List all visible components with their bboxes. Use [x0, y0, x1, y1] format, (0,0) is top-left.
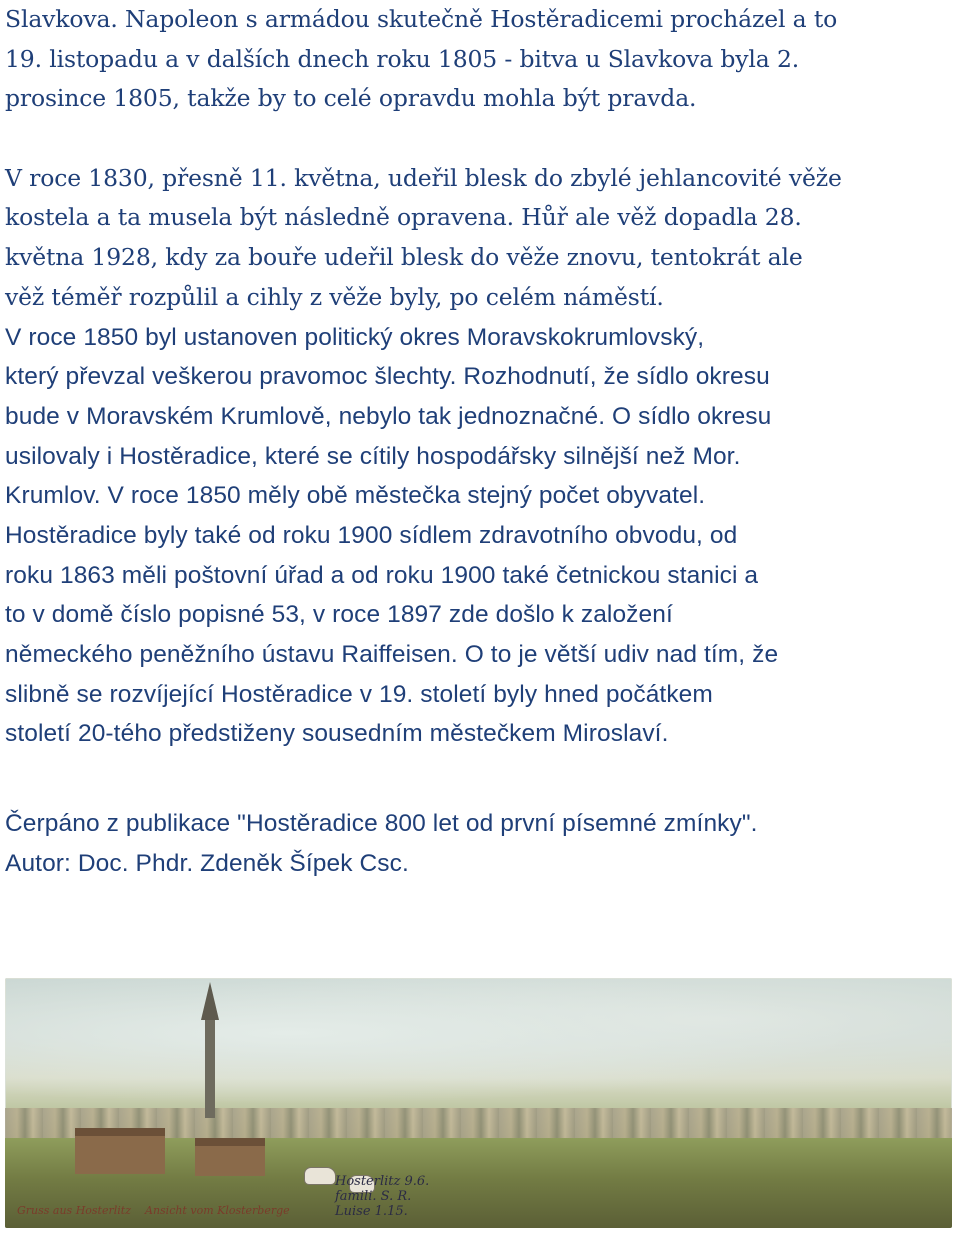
- text-line: V roce 1850 byl ustanoven politický okres Moravskokrumlovský,: [5, 323, 705, 351]
- text-line: V roce 1830, přesně 11. května, udeřil blesk do zbylé jehlancovité věže: [5, 163, 842, 192]
- document-body: [5, 0, 955, 883]
- paragraph-napoleon: [5, 0, 955, 119]
- text-line: století 20-tého předstiženy sousedním městečkem Miroslaví.: [5, 720, 669, 748]
- blank-gap: [5, 754, 955, 804]
- text-line: Krumlov. V roce 1850 měly obě městečka stejný počet obyvatel.: [5, 482, 706, 510]
- postcard-cow: [305, 1168, 335, 1184]
- author-line: Autor: Doc. Phdr. Zdeněk Šípek Csc.: [5, 849, 409, 877]
- text-line: to v domě číslo popisné 53, v roce 1897 zde došlo k založení: [5, 601, 673, 629]
- text-line: prosince 1805, takže by to celé opravdu mohla být pravda.: [5, 84, 697, 113]
- postcard-sky: [5, 978, 952, 1116]
- text-line: Hostěradice byly také od roku 1900 sídlem zdravotního obvodu, od: [5, 521, 738, 549]
- text-line: roku 1863 měli poštovní úřad a od roku 1900 také četnickou stanici a: [5, 561, 759, 589]
- text-line: 19. listopadu a v dalších dnech roku 1805 - bitva u Slavkova byla 2.: [5, 44, 800, 73]
- postcard-caption-left: Gruss aus Hosterlitz: [17, 1204, 132, 1217]
- historic-postcard-image: [5, 978, 952, 1228]
- text-line: německého peněžního ústavu Raiffeisen. O to je větší udiv nad tím, že: [5, 641, 779, 668]
- postcard-house: [195, 1138, 265, 1176]
- text-line: bude v Moravském Krumlově, nebylo tak jednoznačné. O sídlo okresu: [5, 402, 772, 430]
- blank-line: [5, 119, 955, 159]
- text-line: slibně se rozvíjející Hostěradice v 19. století byly hned počátkem: [5, 680, 713, 708]
- postcard-caption-middle: Ansicht vom Klosterberge: [145, 1204, 290, 1217]
- text-line: května 1928, kdy za bouře udeřil blesk do věže znovu, tentokrát ale: [5, 243, 803, 272]
- text-line: Slavkova. Napoleon s armádou skutečně Hostěradicemi procházel a to: [5, 5, 838, 33]
- paragraph-district: [5, 318, 955, 755]
- text-line: věž téměř rozpůlil a cihly z věže byly, po celém náměstí.: [5, 282, 664, 311]
- postcard-church-tower: [205, 1018, 215, 1118]
- paragraph-lightning: [5, 159, 955, 318]
- postcard-house: [75, 1128, 165, 1174]
- postcard-handwriting: Hosterlitz 9.6. famili. S. R. Luise 1.15.: [335, 1174, 430, 1219]
- text-line: kostela a ta musela být následně opravena. Hůř ale věž dopadla 28.: [5, 203, 802, 232]
- source-line: Čerpáno z publikace "Hostěradice 800 let od první písemné zmínky".: [5, 810, 758, 838]
- text-line: usilovaly i Hostěradice, které se cítily hospodářsky silnější než Mor.: [5, 442, 741, 470]
- source-citation: [5, 804, 955, 883]
- text-line: který převzal veškerou pravomoc šlechty. Rozhodnutí, že sídlo okresu: [5, 363, 770, 391]
